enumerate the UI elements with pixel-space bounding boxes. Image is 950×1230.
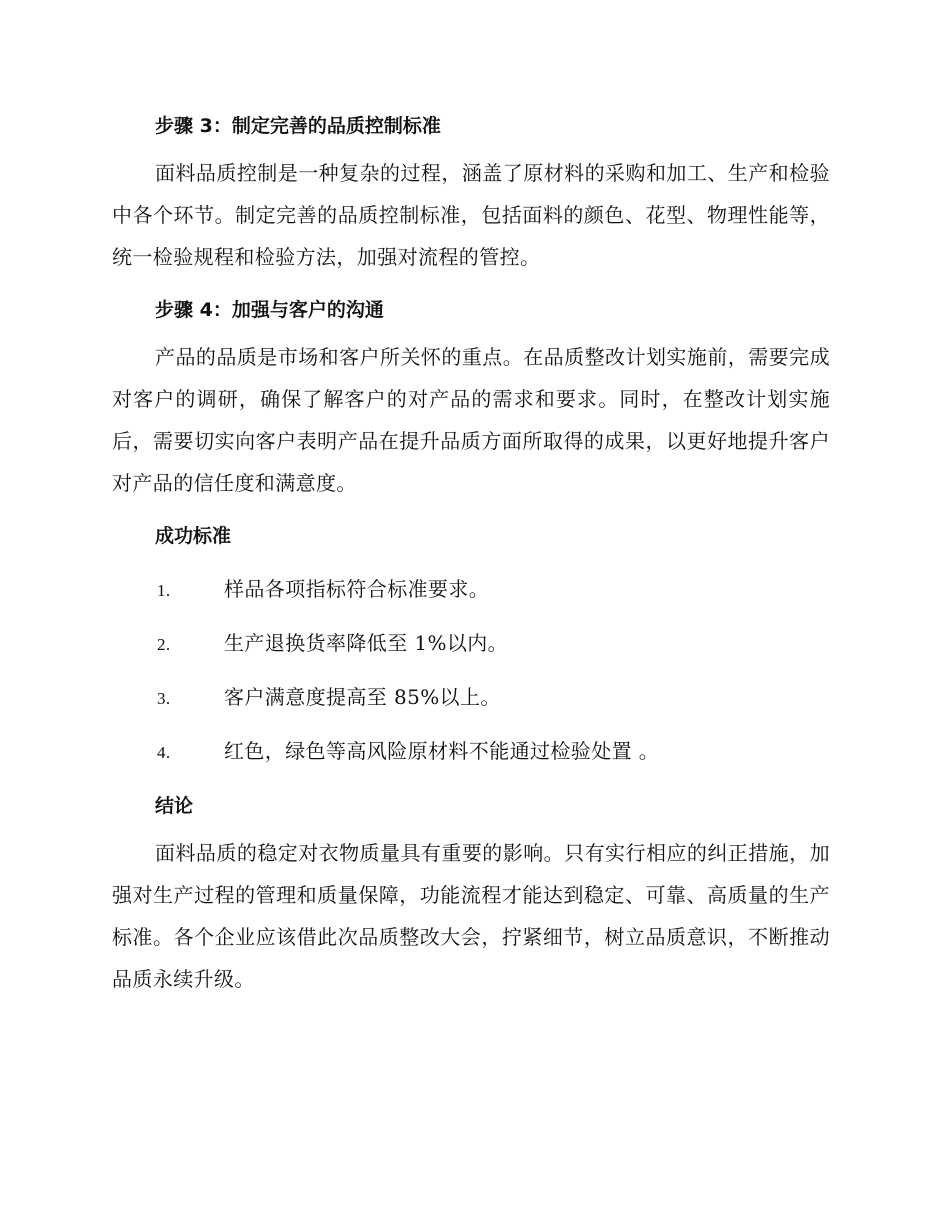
list-item-number: 4.: [157, 743, 171, 762]
conclusion-heading: 结论: [155, 795, 194, 817]
list-item-number: 2.: [157, 635, 171, 654]
list-item-number: 1.: [157, 581, 171, 600]
success-criteria-heading: 成功标准: [155, 525, 232, 547]
step3-paragraph: 面料品质控制是一种复杂的过程，涵盖了原材料的采购和加工、生产和检验中各个环节。制定完善的品质控制标准，包括面料的颜色、花型、物理性能等，统一检验规程和检验方法，加强对流程的管控。: [112, 161, 830, 269]
step4-paragraph: 产品的品质是市场和客户所关怀的重点。在品质整改计划实施前，需要完成对客户的调研，确保了解客户的对产品的需求和要求。同时，在整改计划实施后，需要切实向客户表明产品在提升品质方面所取得的成果，以更好地提升客户对产品的信任度和满意度。: [112, 345, 830, 495]
list-item-text: 生产退换货率降低至 1%以内。: [224, 631, 509, 655]
list-item-number: 3.: [157, 689, 171, 708]
list-item: [112, 670, 830, 724]
step3-heading: 步骤 3：制定完善的品质控制标准: [155, 115, 441, 137]
list-item: [112, 616, 830, 670]
conclusion-paragraph: 面料品质的稳定对衣物质量具有重要的影响。只有实行相应的纠正措施，加强对生产过程的管理和质量保障，功能流程才能达到稳定、可靠、高质量的生产标准。各个企业应该借此次品质整改大会，拧紧细节，树立品质意识，不断推动品质永续升级。: [112, 841, 830, 991]
success-criteria-list: [112, 562, 830, 778]
step4-heading: 步骤 4：加强与客户的沟通: [155, 299, 384, 321]
list-item: [112, 562, 830, 616]
list-item-text: 样品各项指标符合标准要求。: [224, 577, 490, 601]
list-item: [112, 724, 830, 778]
list-item-text: 红色，绿色等高风险原材料不能通过检验处置 。: [224, 739, 660, 763]
document-content: [112, 104, 830, 1010]
list-item-text: 客户满意度提高至 85%以上。: [224, 685, 501, 709]
